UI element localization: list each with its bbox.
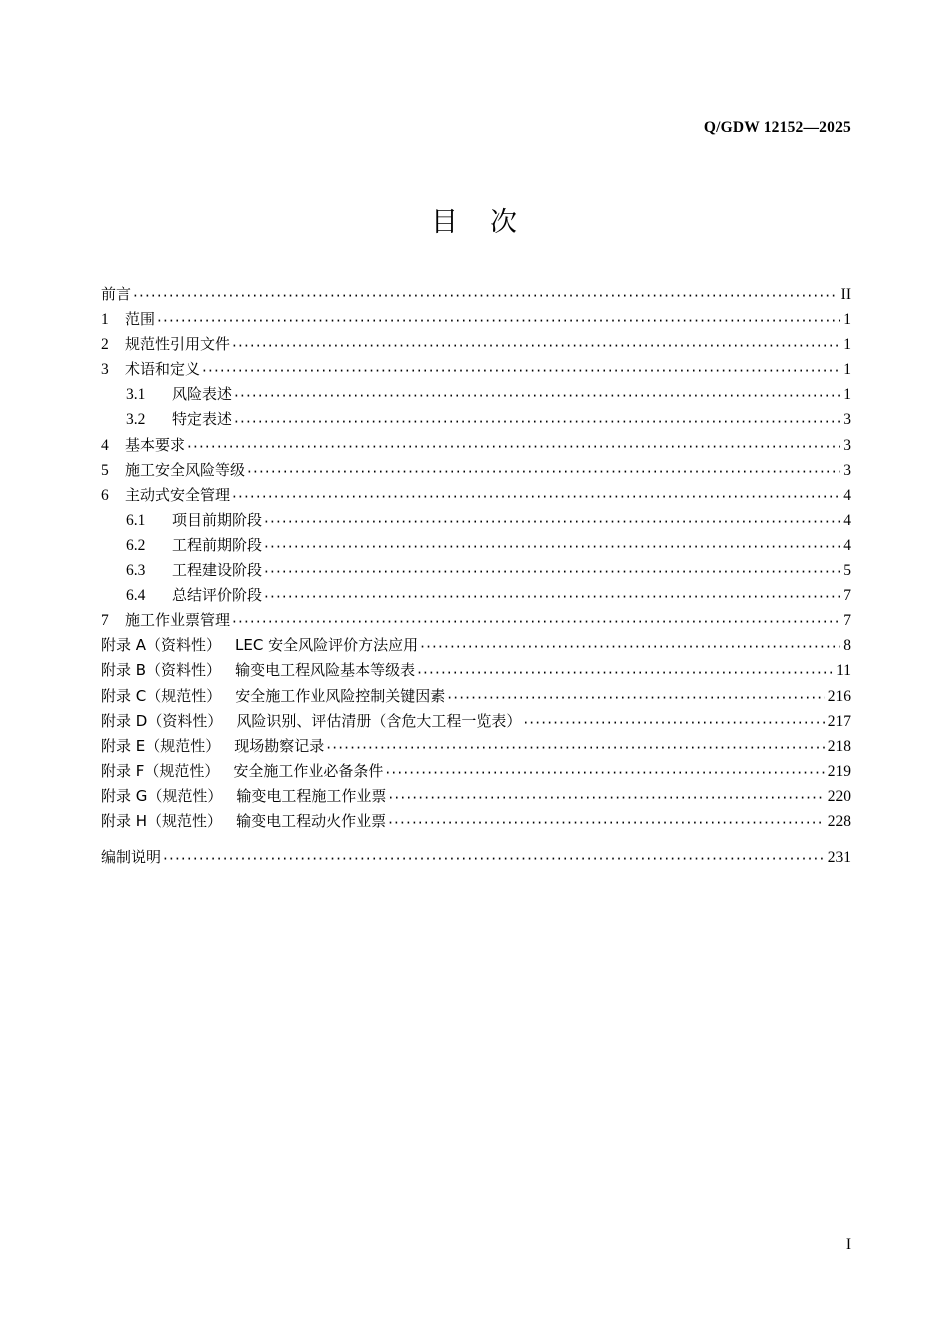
toc-appendix-label: 附录 H（规范性） [101,811,223,830]
page-footer-number: I [845,1236,851,1253]
toc-page-number: 4 [843,511,851,529]
toc-entry-clause-5[interactable] [101,459,851,484]
toc-leader [264,563,840,584]
toc-appendix-title: 输变电工程动火作业票 [236,811,387,830]
toc-entry-drafting-notes[interactable] [101,846,851,871]
toc-leader [133,287,838,308]
toc-entry-number: 6.2 [126,536,146,554]
toc-page-number: 217 [827,712,851,730]
toc-leader [385,764,824,785]
toc-entry-number: 3.2 [126,411,146,429]
toc-entry-text: 基本要求 [125,435,186,454]
toc-page-number: 5 [843,562,851,580]
toc-entry-number: 3.1 [126,386,146,404]
toc-page-number: 218 [827,737,851,755]
toc-leader [326,739,824,760]
toc-appendix-label: 附录 F（规范性） [101,761,220,780]
toc-entry-text: 规范性引用文件 [125,335,231,354]
toc-appendix-title: 现场勘察记录 [234,736,325,755]
toc-entry-number: 4 [101,436,109,454]
toc-appendix-title: 安全施工作业必备条件 [233,761,384,780]
toc-leader [234,413,840,434]
toc-leader [247,463,840,484]
toc-entry-text: 范围 [125,310,156,329]
toc-page-number: 1 [843,361,851,379]
toc-entry-clause-3-1[interactable] [101,383,851,408]
toc-entry-foreword[interactable] [101,283,851,308]
table-of-contents [101,283,851,871]
toc-entry-text: 工程前期阶段 [172,535,263,554]
toc-page-number: 231 [827,849,851,867]
toc-leader [417,664,833,685]
toc-page-number: 228 [827,812,851,830]
toc-entry-appendix-b[interactable] [101,659,851,684]
toc-page-number: 4 [843,536,851,554]
toc-entry-number: 6.1 [126,511,146,529]
toc-page-number: 8 [843,637,851,655]
toc-entry-number: 3 [101,361,109,379]
toc-page-number: 3 [843,436,851,454]
toc-leader [163,850,825,871]
toc-entry-text: 前言 [101,285,132,303]
toc-leader [157,312,840,333]
toc-entry-text: 风险表述 [172,385,233,404]
toc-appendix-label: 附录 G（规范性） [101,786,223,805]
toc-appendix-label: 附录 B（资料性） [101,661,222,680]
toc-leader [388,814,825,835]
toc-entry-clause-3[interactable] [101,358,851,383]
page-title-char-right: 次 [490,207,519,238]
toc-entry-clause-6-2[interactable] [101,534,851,559]
document-header-standard-number: Q/GDW 12152—2025 [703,119,851,136]
toc-entry-text: 总结评价阶段 [172,586,263,605]
toc-entry-appendix-g[interactable] [101,785,851,810]
toc-page-number: 3 [843,411,851,429]
toc-entry-clause-6-4[interactable] [101,584,851,609]
toc-entry-appendix-f[interactable] [101,760,851,785]
toc-page-number: 11 [836,662,851,680]
toc-page-number: 1 [843,311,851,329]
toc-entry-clause-6-1[interactable] [101,509,851,534]
toc-leader [523,714,824,735]
page-title-char-left: 目 [431,207,460,238]
toc-leader [447,689,824,710]
toc-page-number: 7 [843,612,851,630]
toc-page-number: 220 [827,787,851,805]
toc-entry-number: 2 [101,336,109,354]
toc-entry-number: 6.4 [126,587,146,605]
toc-entry-clause-4[interactable] [101,434,851,459]
toc-appendix-label: 附录 C（规范性） [101,686,222,705]
toc-leader [264,588,840,609]
toc-entry-text: 主动式安全管理 [125,485,231,504]
toc-appendix-title: LEC 安全风险评价方法应用 [235,636,419,655]
toc-entry-text: 特定表述 [172,410,233,429]
toc-entry-clause-6-3[interactable] [101,559,851,584]
toc-entry-number: 1 [101,311,109,329]
toc-entry-text: 项目前期阶段 [172,510,263,529]
toc-entry-number: 7 [101,612,109,630]
toc-entry-appendix-d[interactable] [101,710,851,735]
toc-appendix-title: 风险识别、评估清册（含危大工程一览表） [236,711,522,730]
toc-entry-clause-6[interactable] [101,484,851,509]
toc-entry-clause-2[interactable] [101,333,851,358]
toc-entry-number: 6.3 [126,562,146,580]
toc-appendix-title: 安全施工作业风险控制关键因素 [235,686,446,705]
toc-page-number: 1 [843,386,851,404]
toc-page-number: 216 [827,687,851,705]
toc-entry-clause-1[interactable] [101,308,851,333]
toc-entry-appendix-h[interactable] [101,810,851,835]
toc-leader [388,789,824,810]
toc-leader [187,438,840,459]
toc-entry-text: 工程建设阶段 [172,561,263,580]
toc-entry-appendix-a[interactable] [101,634,851,659]
toc-entry-text: 施工安全风险等级 [125,460,246,479]
toc-entry-text: 术语和定义 [125,360,201,379]
toc-leader [264,538,840,559]
toc-leader [232,613,840,634]
toc-entry-text: 施工作业票管理 [125,611,231,630]
toc-entry-clause-7[interactable] [101,609,851,634]
toc-entry-text: 编制说明 [101,848,162,867]
toc-entry-clause-3-2[interactable] [101,408,851,433]
toc-page-number: 4 [843,486,851,504]
toc-leader [202,362,840,383]
toc-page-number: II [840,286,851,303]
toc-page-number: 1 [843,336,851,354]
toc-entry-appendix-e[interactable] [101,735,851,760]
toc-page-number: 219 [827,762,851,780]
toc-page-number: 7 [843,587,851,605]
toc-entry-appendix-c[interactable] [101,685,851,710]
toc-appendix-label: 附录 D（资料性） [101,711,223,730]
toc-leader [232,488,840,509]
toc-entry-number: 6 [101,486,109,504]
page-title [0,200,950,239]
toc-entry-number: 5 [101,461,109,479]
toc-appendix-label: 附录 E（规范性） [101,736,221,755]
toc-page-number: 3 [843,461,851,479]
toc-leader [264,513,840,534]
toc-leader [232,337,840,358]
toc-appendix-title: 输变电工程施工作业票 [236,786,387,805]
toc-leader [234,387,840,408]
toc-appendix-label: 附录 A（资料性） [101,636,222,655]
toc-leader [420,638,840,659]
toc-appendix-title: 输变电工程风险基本等级表 [235,661,416,680]
